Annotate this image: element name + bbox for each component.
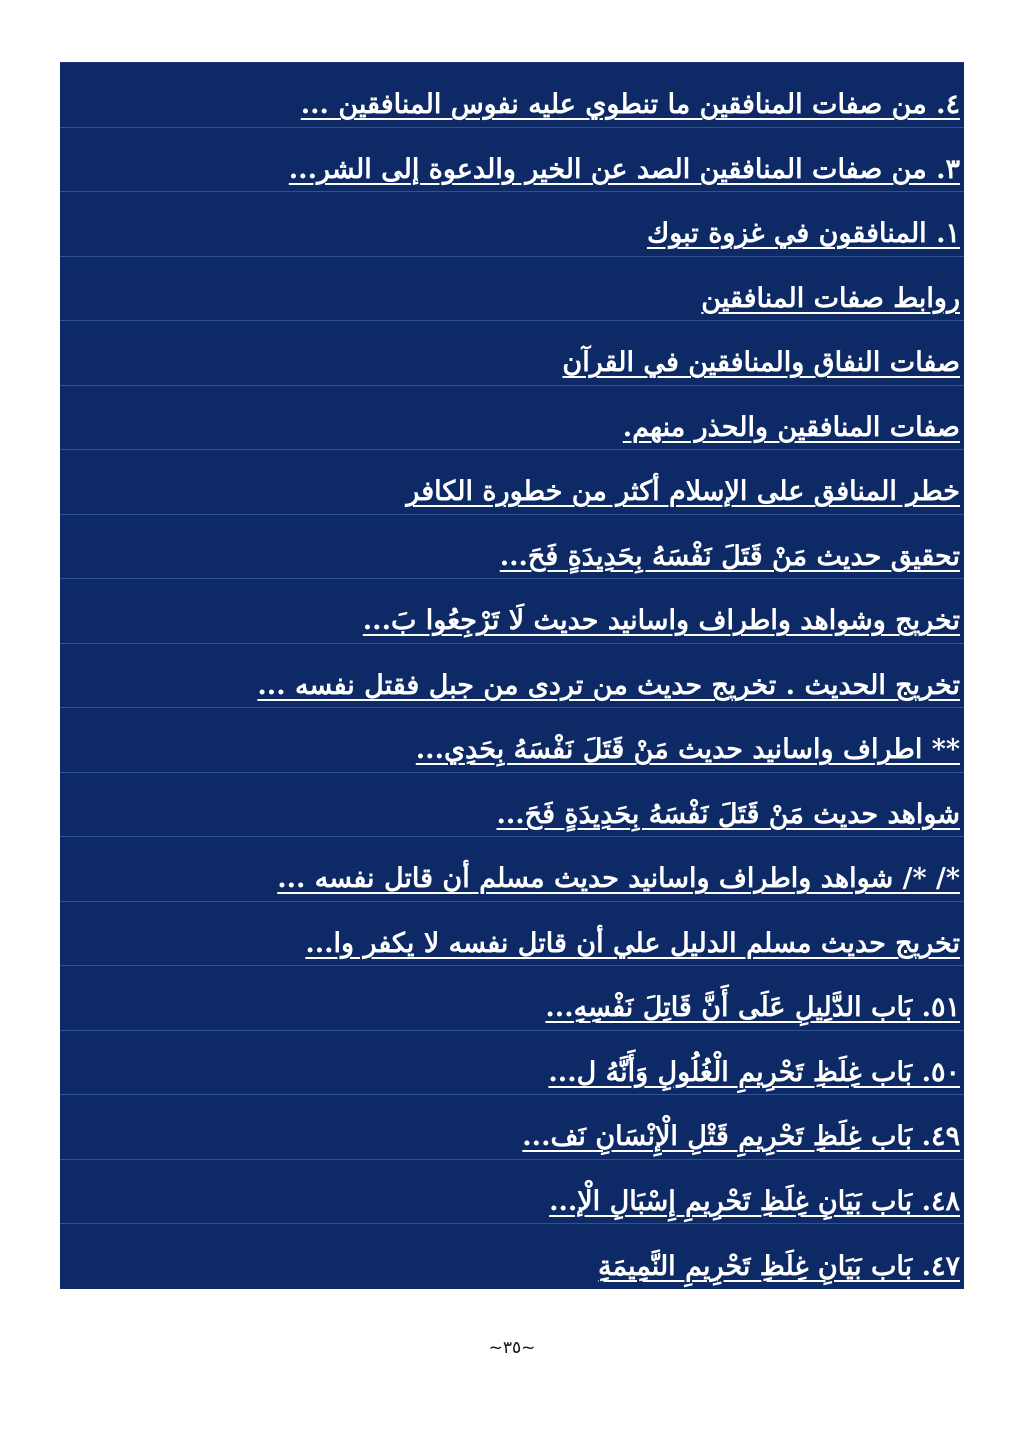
toc-row	[60, 192, 964, 257]
toc-link[interactable]: خطر المنافق على الإسلام أكثر من خطورة الكافر	[406, 476, 960, 508]
toc-row	[60, 1095, 964, 1160]
toc-link[interactable]: */ */ شواهد واطراف واسانيد حديث مسلم أن قاتل نفسه ...	[277, 863, 960, 895]
toc-row	[60, 1031, 964, 1096]
toc-link[interactable]: صفات النفاق والمنافقين في القرآن	[562, 347, 960, 379]
toc-link[interactable]: ٤٩. بَاب غِلَظِ تَحْرِيمِ قَتْلِ الْإِنْسَانِ نَف...	[522, 1121, 960, 1153]
toc-row	[60, 837, 964, 902]
toc-link[interactable]: ٤٨. بَاب بَيَانِ غِلَظِ تَحْرِيمِ إِسْبَالِ الْإ...	[549, 1185, 960, 1217]
toc-row	[60, 1224, 964, 1289]
toc-row	[60, 450, 964, 515]
toc-row	[60, 128, 964, 193]
toc-link[interactable]: ٤. من صفات المنافقين ما تنطوي عليه نفوس المنافقين ...	[300, 89, 960, 121]
toc-row	[60, 644, 964, 709]
toc-row	[60, 966, 964, 1031]
toc-link[interactable]: تحقيق حديث مَنْ قَتَلَ نَفْسَهُ بِحَدِيدَةٍ فَحَ...	[499, 540, 960, 572]
toc-link[interactable]: ٣. من صفات المنافقين الصد عن الخير والدعوة إلى الشر...	[288, 153, 960, 185]
toc-row	[60, 902, 964, 967]
toc-row	[60, 773, 964, 838]
page-number: ~٣٥~	[488, 1338, 536, 1358]
toc-link[interactable]: تخريج الحديث . تخريج حديث من تردى من جبل فقتل نفسه ...	[257, 669, 960, 701]
toc-link[interactable]: ١. المنافقون في غزوة تبوك	[646, 218, 960, 250]
toc-link[interactable]: روابط صفات المنافقين	[701, 282, 960, 314]
toc-row	[60, 257, 964, 322]
toc-row	[60, 386, 964, 451]
toc-row	[60, 515, 964, 580]
toc-link[interactable]: تخريج وشواهد واطراف واسانيد حديث لَا تَرْجِعُوا بَ...	[362, 605, 960, 637]
toc-link[interactable]: تخريج حديث مسلم الدليل علي أن قاتل نفسه لا يكفر وا...	[305, 927, 960, 959]
toc-link[interactable]: ** اطراف واسانيد حديث مَنْ قَتَلَ نَفْسَهُ بِحَدِي...	[415, 734, 960, 766]
toc-link[interactable]: ٥٠. بَاب غِلَظِ تَحْرِيمِ الْغُلُولِ وَأَنَّهُ ل...	[548, 1056, 960, 1088]
toc-row	[60, 321, 964, 386]
toc-link[interactable]: ٤٧. بَاب بَيَانِ غِلَظِ تَحْرِيمِ النَّمِيمَةِ	[597, 1251, 960, 1283]
toc-link[interactable]: ٥١. بَاب الدَّلِيلِ عَلَى أَنَّ قَاتِلَ نَفْسِهِ...	[545, 992, 960, 1024]
toc-link[interactable]: صفات المنافقين والحذر منهم.	[622, 411, 960, 443]
toc-row	[60, 579, 964, 644]
toc-row	[60, 63, 964, 128]
toc-row	[60, 1160, 964, 1225]
toc-link[interactable]: شواهد حديث مَنْ قَتَلَ نَفْسَهُ بِحَدِيدَةٍ فَحَ...	[496, 798, 960, 830]
toc-row	[60, 708, 964, 773]
toc-panel	[60, 62, 964, 1289]
